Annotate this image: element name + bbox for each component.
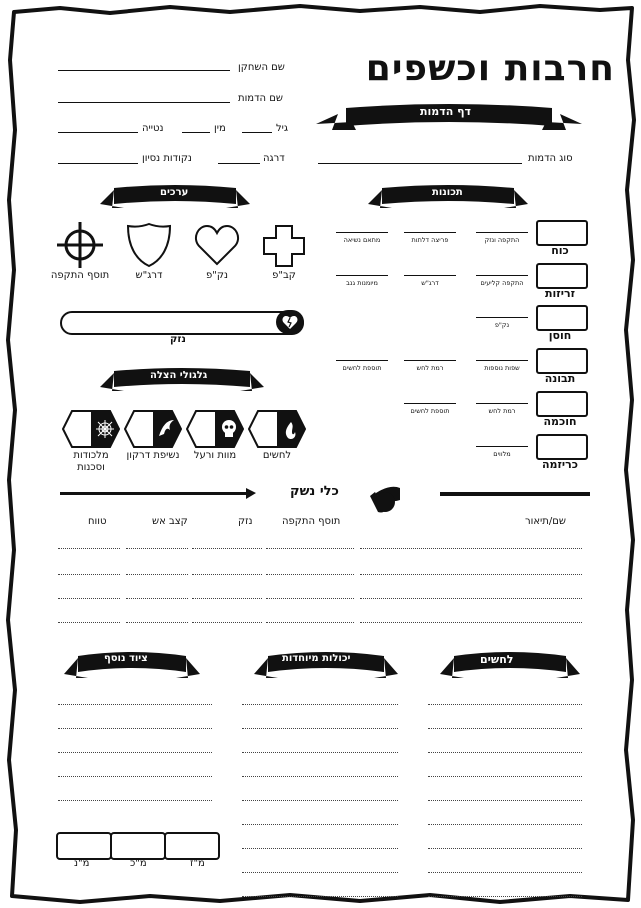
stat-name-1: זריזות <box>545 287 575 300</box>
stat-sub-label: תוספת לחשים <box>410 407 450 415</box>
notes-line[interactable] <box>428 848 582 849</box>
armor-class-icon <box>262 224 306 268</box>
spider-web-icon <box>96 420 114 438</box>
stat-sub-label: רמת לחש <box>416 364 444 372</box>
stat-sub-field[interactable] <box>336 275 388 276</box>
weapon-cell[interactable] <box>360 574 582 575</box>
stat-sub-label: התקפה קליעים <box>480 279 524 287</box>
age-label: גיל <box>276 123 289 134</box>
values-banner-label: ערכים <box>160 187 189 198</box>
attack-bonus-crosshair-icon <box>55 220 105 270</box>
stat-sub-field[interactable] <box>404 403 456 404</box>
coin-copper-label: מ"נ <box>74 858 90 869</box>
stat-sub-label: מלווים <box>493 450 511 458</box>
weapon-cell[interactable] <box>126 548 188 549</box>
weapon-cell[interactable] <box>266 598 354 599</box>
notes-line[interactable] <box>242 848 398 849</box>
player-name-field[interactable] <box>58 70 230 71</box>
stat-sub-field[interactable] <box>404 275 456 276</box>
notes-line[interactable] <box>428 896 582 897</box>
notes-line[interactable] <box>242 752 398 753</box>
abilities-banner-label: יכולות מיוחדות <box>282 653 351 664</box>
stat-sub-field[interactable] <box>476 275 528 276</box>
stat-sub-label: נק"פ <box>494 321 510 329</box>
weapons-col-attack: תוסף התקפה <box>282 516 341 527</box>
weapon-cell[interactable] <box>192 598 262 599</box>
alignment-field[interactable] <box>58 132 138 133</box>
weapons-title: כלי נשק <box>290 484 339 499</box>
weapon-cell[interactable] <box>266 548 354 549</box>
weapon-cell[interactable] <box>266 622 354 623</box>
weapon-cell[interactable] <box>360 548 582 549</box>
notes-line[interactable] <box>58 728 212 729</box>
stat-sub-field[interactable] <box>404 360 456 361</box>
stat-name-5: כריזמה <box>541 458 578 471</box>
notes-line[interactable] <box>428 872 582 873</box>
stat-name-3: תבונה <box>544 372 576 385</box>
save-traps-label: מלכודות וסכנות <box>73 450 109 473</box>
attack-bonus-label: תוסף התקפה <box>50 270 110 281</box>
stat-sub-label: מתאם נשיאה <box>343 236 381 244</box>
weapons-col-name: שם/תיאור <box>525 516 566 527</box>
notes-line[interactable] <box>428 776 582 777</box>
coin-silver-label: מ"כ <box>130 858 147 869</box>
stat-box-2[interactable] <box>536 305 588 331</box>
coin-silver-box[interactable] <box>110 832 166 860</box>
damage-label: נזק <box>170 334 186 345</box>
player-name-label: שם השחקן <box>238 62 285 73</box>
notes-line[interactable] <box>428 728 582 729</box>
weapon-cell[interactable] <box>192 548 262 549</box>
weapon-cell[interactable] <box>192 574 262 575</box>
stat-sub-label: התקפה ונזק <box>484 236 520 244</box>
weapons-col-rate: קצב אש <box>152 516 188 527</box>
notes-line[interactable] <box>242 896 398 897</box>
weapons-col-damage: נזק <box>238 516 253 527</box>
level-field[interactable] <box>218 163 260 164</box>
alignment-label: נטייה <box>142 123 164 134</box>
coin-gold-label: מ"ז <box>190 858 205 869</box>
class-label: סוג הדמות <box>528 153 573 164</box>
stat-sub-field[interactable] <box>476 317 528 318</box>
page-title: חרבות וכשפים <box>365 48 615 89</box>
coin-copper-box[interactable] <box>56 832 112 860</box>
stat-name-0: כוח <box>551 244 569 257</box>
xp-label: נקודות נסיון <box>142 153 192 164</box>
hit-points-heart-icon <box>194 224 240 268</box>
class-field[interactable] <box>318 163 522 164</box>
stat-box-4[interactable] <box>536 391 588 417</box>
stat-sub-field[interactable] <box>336 232 388 233</box>
character-name-field[interactable] <box>58 102 230 103</box>
notes-line[interactable] <box>58 800 212 801</box>
stat-box-3[interactable] <box>536 348 588 374</box>
save-death-hex[interactable] <box>186 410 244 448</box>
weapon-cell[interactable] <box>58 548 120 549</box>
gender-field[interactable] <box>182 132 210 133</box>
stat-sub-field[interactable] <box>404 232 456 233</box>
notes-line[interactable] <box>58 752 212 753</box>
notes-line[interactable] <box>242 704 398 705</box>
notes-line[interactable] <box>242 824 398 825</box>
stat-box-0[interactable] <box>536 220 588 246</box>
subtitle: דף הדמות <box>420 105 471 118</box>
level-label: דרגה <box>263 153 285 164</box>
armor-class-label: קב"פ <box>272 270 296 281</box>
stat-name-4: חוכמה <box>543 415 577 428</box>
weapon-cell[interactable] <box>360 622 582 623</box>
notes-line[interactable] <box>242 728 398 729</box>
stat-box-1[interactable] <box>536 263 588 289</box>
weapon-cell[interactable] <box>126 622 188 623</box>
xp-field[interactable] <box>58 163 138 164</box>
thaco-shield-icon <box>126 222 172 268</box>
spells-banner-label: לחשים <box>480 653 514 666</box>
stat-sub-field[interactable] <box>476 403 528 404</box>
damage-track[interactable] <box>60 311 304 335</box>
notes-line[interactable] <box>428 800 582 801</box>
save-spells-label: לחשים <box>262 450 292 461</box>
save-traps-hex[interactable] <box>62 410 120 448</box>
save-death-label: מוות ורעל <box>193 450 237 461</box>
stat-sub-field[interactable] <box>476 446 528 447</box>
notes-line[interactable] <box>242 800 398 801</box>
notes-line[interactable] <box>242 872 398 873</box>
stat-sub-label: רמת לחש <box>488 407 516 415</box>
stat-sub-field[interactable] <box>336 360 388 361</box>
weapon-cell[interactable] <box>58 598 120 599</box>
notes-line[interactable] <box>428 824 582 825</box>
weapon-cell[interactable] <box>126 598 188 599</box>
weapon-cell[interactable] <box>360 598 582 599</box>
thaco-label: דרג"ש <box>135 270 163 281</box>
notes-line[interactable] <box>428 752 582 753</box>
weapon-cell[interactable] <box>58 574 120 575</box>
weapons-col-range: טווח <box>88 516 107 527</box>
stat-sub-field[interactable] <box>476 232 528 233</box>
coin-gold-box[interactable] <box>164 832 220 860</box>
weapon-cell[interactable] <box>126 574 188 575</box>
stat-sub-label: מיומנות גנב <box>346 279 378 287</box>
weapon-cell[interactable] <box>58 622 120 623</box>
notes-line[interactable] <box>242 776 398 777</box>
stat-sub-label: פריצה דלתות <box>411 236 449 244</box>
stat-name-2: חוסן <box>548 329 572 342</box>
equipment-banner-label: ציוד נוסף <box>104 653 148 664</box>
stat-sub-label: תוספת לחשים <box>342 364 382 372</box>
skull-icon <box>222 420 236 434</box>
stat-sub-label: דרג"ש <box>421 279 439 287</box>
save-spells-hex[interactable] <box>248 410 306 448</box>
stat-sub-field[interactable] <box>476 360 528 361</box>
saves-banner-label: גלגולי הצלה <box>150 370 208 381</box>
attributes-banner-label: תכונות <box>432 187 463 198</box>
character-name-label: שם הדמות <box>238 93 283 104</box>
save-breath-hex[interactable] <box>124 410 182 448</box>
weapon-cell[interactable] <box>266 574 354 575</box>
notes-line[interactable] <box>58 704 212 705</box>
notes-line[interactable] <box>428 704 582 705</box>
gender-label: מין <box>214 123 226 134</box>
weapon-cell[interactable] <box>192 622 262 623</box>
stat-sub-label: שפות נוספות <box>484 364 520 372</box>
age-field[interactable] <box>242 132 272 133</box>
broken-heart-icon <box>276 310 304 334</box>
hit-points-label: נק"פ <box>206 270 228 281</box>
stat-box-5[interactable] <box>536 434 588 460</box>
save-breath-label: נשיפת דרקון <box>126 450 180 461</box>
notes-line[interactable] <box>58 776 212 777</box>
